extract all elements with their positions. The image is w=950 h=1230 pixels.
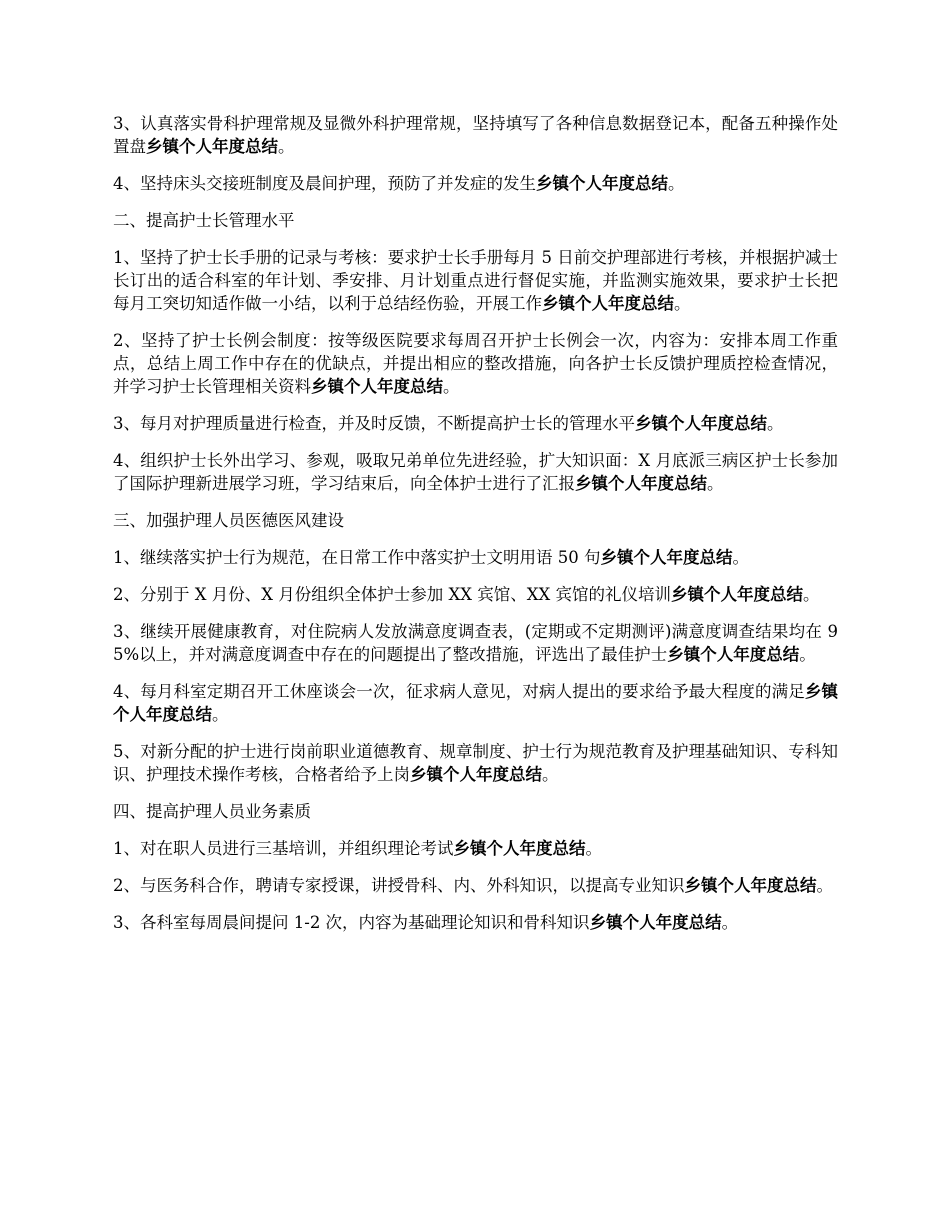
document-body — [113, 112, 838, 948]
paragraph-end: 。 — [674, 294, 691, 313]
paragraph-end: 。 — [732, 548, 749, 567]
paragraph-bold-text: 乡镇个人年度总结 — [670, 585, 803, 604]
paragraph-text: 4、每月科室定期召开工休座谈会一次，征求病人意见，对病人提出的要求给予最大程度的满足 — [113, 682, 805, 701]
paragraph-bold-text: 乡镇个人年度总结 — [410, 765, 542, 784]
paragraph — [113, 837, 838, 860]
paragraph-text: 1、对在职人员进行三基培训，并组织理论考试 — [113, 839, 454, 858]
paragraph-end: 。 — [799, 645, 816, 664]
paragraph-end: 。 — [721, 913, 739, 932]
paragraph-text: 1、继续落实护士行为规范，在日常工作中落实护士文明用语 50 句 — [113, 548, 601, 567]
paragraph — [113, 172, 838, 195]
paragraph-end: 。 — [668, 174, 685, 193]
paragraph-end: 。 — [767, 414, 784, 433]
paragraph-end: 。 — [278, 137, 295, 156]
paragraph-bold-text: 乡镇个人年度总结 — [575, 474, 707, 493]
paragraph-text: 2、坚持了护士长例会制度：按等级医院要求每周召开护士长例会一次，内容为：安排本周工作重点，总结上周工作中存在的优缺点，并提出相应的整改措施，向各护士长反馈护理质控检查情况，并学习护士长管理相关资料 — [113, 331, 838, 396]
paragraph — [113, 329, 838, 398]
paragraph-end: 。 — [802, 585, 820, 604]
paragraph-bold-text: 乡镇个人年度总结 — [542, 294, 674, 313]
paragraph-bold-text: 乡镇个人年度总结 — [635, 414, 767, 433]
paragraph-text: 5、对新分配的护士进行岗前职业道德教育、规章制度、护士行为规范教育及护理基础知识、专科知识、护理技术操作考核，合格者给予上岗 — [113, 742, 838, 784]
paragraph-bold-text: 乡镇个人年度总结 — [311, 377, 443, 396]
paragraph-bold-text: 乡镇个人年度总结 — [600, 548, 733, 567]
paragraph-text: 2、分别于 X 月份、X 月份组织全体护士参加 XX 宾馆、XX 宾馆的礼仪培训 — [113, 585, 671, 604]
paragraph — [113, 449, 838, 495]
paragraph-bold-text: 乡镇个人年度总结 — [113, 682, 839, 724]
paragraph-text: 4、组织护士长外出学习、参观，吸取兄弟单位先进经验，扩大知识面：X 月底派三病区护士长参加了国际护理新进展学习班，学习结束后，向全体护士进行了汇报 — [113, 451, 838, 493]
paragraph — [113, 874, 838, 897]
paragraph-end: 。 — [212, 705, 229, 724]
paragraph-bold-text: 乡镇个人年度总结 — [146, 137, 278, 156]
paragraph — [113, 620, 838, 666]
paragraph-bold-text: 乡镇个人年度总结 — [453, 839, 586, 858]
paragraph — [113, 412, 838, 435]
paragraph-end: 。 — [816, 876, 833, 895]
paragraph-bold-text: 乡镇个人年度总结 — [536, 174, 668, 193]
paragraph-text: 2、与医务科合作，聘请专家授课，讲授骨科、内、外科知识，以提高专业知识 — [113, 876, 685, 895]
paragraph-text: 4、坚持床头交接班制度及晨间护理，预防了并发症的发生 — [113, 174, 536, 193]
paragraph-text: 3、每月对护理质量进行检查，并及时反馈，不断提高护士长的管理水平 — [113, 414, 635, 433]
paragraph-text: 1、坚持了护士长手册的记录与考核：要求护士长手册每月 5 日前交护理部进行考核，并根据护减士长订出的适合科室的年计划、季安排、月计划重点进行督促实施，并监测实施效果，要求护士长把每月工突切知适作做一小结，以利于总结经伤验，开展工作 — [113, 248, 838, 313]
paragraph — [113, 680, 838, 726]
paragraph — [113, 583, 838, 606]
paragraph-end: 。 — [542, 765, 559, 784]
paragraph-bold-text: 乡镇个人年度总结 — [667, 645, 800, 664]
section-heading: 四、提高护理人员业务素质 — [113, 802, 311, 821]
paragraph-end: 。 — [707, 474, 724, 493]
paragraph-text: 3、认真落实骨科护理常规及显微外科护理常规，坚持填写了各种信息数据登记本，配备五种操作处置盘 — [113, 114, 838, 156]
paragraph-end: 。 — [585, 839, 602, 858]
paragraph — [113, 546, 838, 569]
paragraph-text: 3、继续开展健康教育，对住院病人发放满意度调查表，(定期或不定期测评)满意度调查结果均在 95%以上，并对满意度调查中存在的问题提出了整改措施，评选出了最佳护士 — [113, 622, 838, 664]
paragraph — [113, 911, 838, 934]
paragraph-text: 3、各科室每周晨间提问 1-2 次，内容为基础理论知识和骨科知识 — [113, 913, 590, 932]
paragraph-bold-text: 乡镇个人年度总结 — [589, 913, 722, 932]
paragraph — [113, 740, 838, 786]
section-heading: 二、提高护士长管理水平 — [113, 211, 295, 230]
section-heading: 三、加强护理人员医德医风建设 — [113, 511, 344, 530]
paragraph — [113, 112, 838, 158]
paragraph-bold-text: 乡镇个人年度总结 — [684, 876, 817, 895]
paragraph — [113, 246, 838, 315]
paragraph-end: 。 — [443, 377, 460, 396]
